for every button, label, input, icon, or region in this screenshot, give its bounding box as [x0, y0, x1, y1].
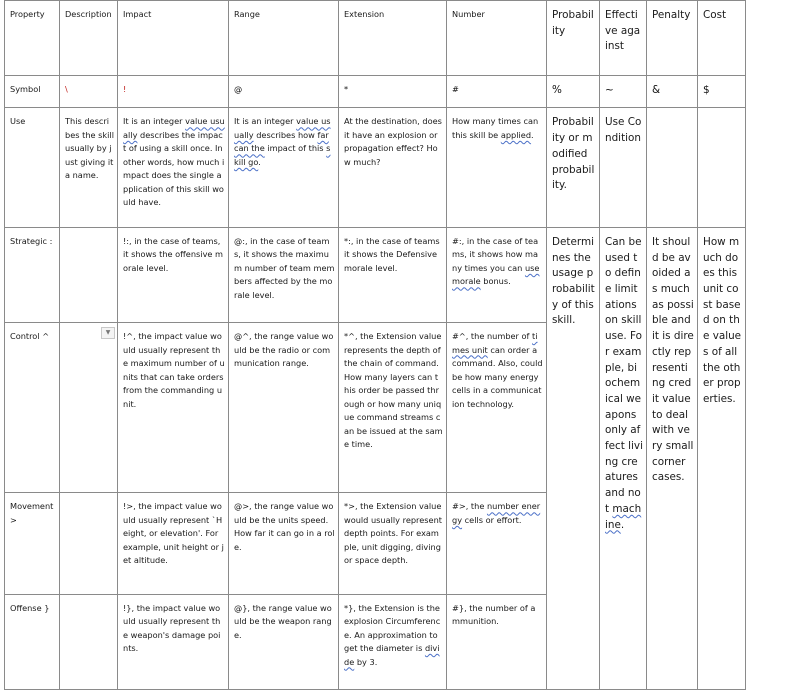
header-impact[interactable]: Impact	[118, 1, 229, 76]
use-range-flagged-text-2: far can the	[234, 129, 329, 154]
control-number[interactable]	[447, 323, 547, 493]
control-impact[interactable]: !^, the impact value would usually represent the maximum number of units that can take orders from the commanding unit.	[118, 323, 229, 493]
movement-number-flagged-text: number energy	[452, 501, 541, 525]
effective-against-text-c: .	[620, 518, 625, 531]
symbol-effective-against[interactable]: ~	[600, 75, 647, 107]
use-range-flagged-text-3: skill go	[234, 143, 331, 167]
merged-cost-cell[interactable]: How much does this unit cost based on the values of all the other properties.	[698, 227, 746, 689]
strategic-row	[5, 227, 746, 322]
symbol-label[interactable]: Symbol	[5, 75, 60, 107]
dropdown-arrow-icon[interactable]: ▼	[101, 327, 115, 339]
header-row	[5, 1, 746, 76]
symbol-cost[interactable]: $	[698, 75, 746, 107]
symbol-extension[interactable]: *	[339, 75, 447, 107]
effective-against-flagged-text: machine	[605, 502, 642, 531]
movement-range[interactable]: @>, the range value would be the units speed. How far it can go in a role.	[229, 493, 339, 594]
use-range-text-a: It is an integer	[234, 116, 297, 127]
use-impact-text-a: It is an integer	[123, 116, 186, 127]
header-extension[interactable]: Extension	[339, 1, 447, 76]
control-description[interactable]	[60, 323, 118, 493]
strategic-extension[interactable]: *:, in the case of teams it shows the Defensive morale level.	[339, 227, 447, 322]
use-description[interactable]: This describes the skill usually by just giving it a name.	[60, 108, 118, 228]
control-number-flagged-text: times unit	[452, 331, 538, 355]
merged-probability-cell[interactable]: Determines the usage probability of this skill.	[547, 227, 600, 689]
use-range[interactable]	[229, 108, 339, 228]
symbol-range[interactable]: @	[229, 75, 339, 107]
symbol-impact[interactable]: !	[118, 75, 229, 107]
use-range-text-g: .	[258, 156, 261, 167]
movement-number[interactable]	[447, 493, 547, 594]
use-range-flagged-text-1: value usually	[234, 116, 331, 140]
use-number[interactable]	[447, 108, 547, 228]
symbol-number[interactable]: #	[447, 75, 547, 107]
strategic-impact[interactable]: !:, in the case of teams, it shows the offensive morale level.	[118, 227, 229, 322]
symbol-penalty[interactable]: &	[647, 75, 698, 107]
strategic-number-text-a: #:, in the case of teams, it shows how many times you can	[452, 235, 539, 273]
use-range-text-e: impact of this	[264, 143, 327, 154]
merged-effective-against-cell[interactable]	[600, 227, 647, 689]
header-range[interactable]: Range	[229, 1, 339, 76]
use-label[interactable]: Use	[5, 108, 60, 228]
strategic-number-flagged-text: use morale	[452, 262, 540, 287]
movement-number-text-c: cells or effort.	[462, 514, 522, 525]
use-number-flagged-text: applied	[500, 129, 532, 140]
movement-label[interactable]: Movement >	[5, 493, 60, 594]
strategic-range[interactable]: @:, in the case of teams, it shows the maximum number of team members affected by the morale level.	[229, 227, 339, 322]
control-number-text-c: can order a command. Also, could be how many energy cells in a communication technology.	[452, 344, 543, 409]
symbol-row	[5, 75, 746, 107]
effective-against-text-a: Can be used to define limitations on skill use. For example, biochemical weapons only affect living creatures and not	[605, 235, 643, 515]
use-probability[interactable]: Probability or modified probability.	[547, 108, 600, 228]
symbol-description[interactable]: \	[60, 75, 118, 107]
movement-extension[interactable]: *>, the Extension value would usually represent depth points. For example, unit digging, diving or space depth.	[339, 493, 447, 594]
header-effective-against[interactable]: Effective against	[600, 1, 647, 76]
control-label[interactable]: Control ^	[5, 323, 60, 493]
use-range-text-c: describes how	[253, 129, 318, 140]
use-number-text-c: .	[531, 129, 534, 140]
offense-label[interactable]: Offense }	[5, 594, 60, 689]
use-row	[5, 108, 746, 228]
use-impact-text-c: describes the impact of using a skill once. In other words, how much impact does the single application of this skill would have.	[123, 129, 225, 208]
strategic-number-text-c: bonus.	[480, 276, 511, 287]
offense-extension[interactable]	[339, 594, 447, 689]
control-range[interactable]: @^, the range value would be the radio or communication range.	[229, 323, 339, 493]
symbol-probability[interactable]: %	[547, 75, 600, 107]
offense-extension-text-c: by 3.	[354, 656, 378, 667]
offense-description[interactable]	[60, 594, 118, 689]
property-table	[4, 0, 746, 690]
offense-number[interactable]: #}, the number of ammunition.	[447, 594, 547, 689]
offense-impact[interactable]: !}, the impact value would usually represent the weapon's damage points.	[118, 594, 229, 689]
use-impact[interactable]	[118, 108, 229, 228]
movement-number-text-a: #>, the	[452, 501, 487, 512]
use-number-text-a: How many times can this skill be	[452, 116, 539, 140]
use-extension[interactable]: At the destination, does it have an explosion or propagation effect? How much?	[339, 108, 447, 228]
header-description[interactable]: Description	[60, 1, 118, 76]
use-impact-flagged-text: value usually	[123, 116, 225, 140]
use-cost[interactable]	[698, 108, 746, 228]
movement-impact[interactable]: !>, the impact value would usually represent `Height, or elevation'. For example, unit height or jet altitude.	[118, 493, 229, 594]
use-effective-against[interactable]: Use Condition	[600, 108, 647, 228]
offense-extension-text-a: *}, the Extension is the explosion Circumference. An approximation to get the diameter is	[344, 602, 441, 654]
header-property[interactable]: Property	[5, 1, 60, 76]
strategic-description[interactable]	[60, 227, 118, 322]
offense-range[interactable]: @}, the range value would be the weapon range.	[229, 594, 339, 689]
control-number-text-a: #^, the number of	[452, 331, 533, 342]
offense-extension-flagged-text: divide	[344, 643, 440, 667]
strategic-label[interactable]: Strategic :	[5, 227, 60, 322]
movement-description[interactable]	[60, 493, 118, 594]
header-penalty[interactable]: Penalty	[647, 1, 698, 76]
merged-penalty-cell[interactable]: It should be avoided as much as possible and it is directly representing credit value to deal with very small corner cases.	[647, 227, 698, 689]
header-number[interactable]: Number	[447, 1, 547, 76]
header-probability[interactable]: Probability	[547, 1, 600, 76]
control-extension[interactable]: *^, the Extension value represents the depth of the chain of command. How many layers can this order be passed through or how many unique command streams can be issued at the same time.	[339, 323, 447, 493]
header-cost[interactable]: Cost	[698, 1, 746, 76]
use-penalty[interactable]	[647, 108, 698, 228]
strategic-number[interactable]	[447, 227, 547, 322]
